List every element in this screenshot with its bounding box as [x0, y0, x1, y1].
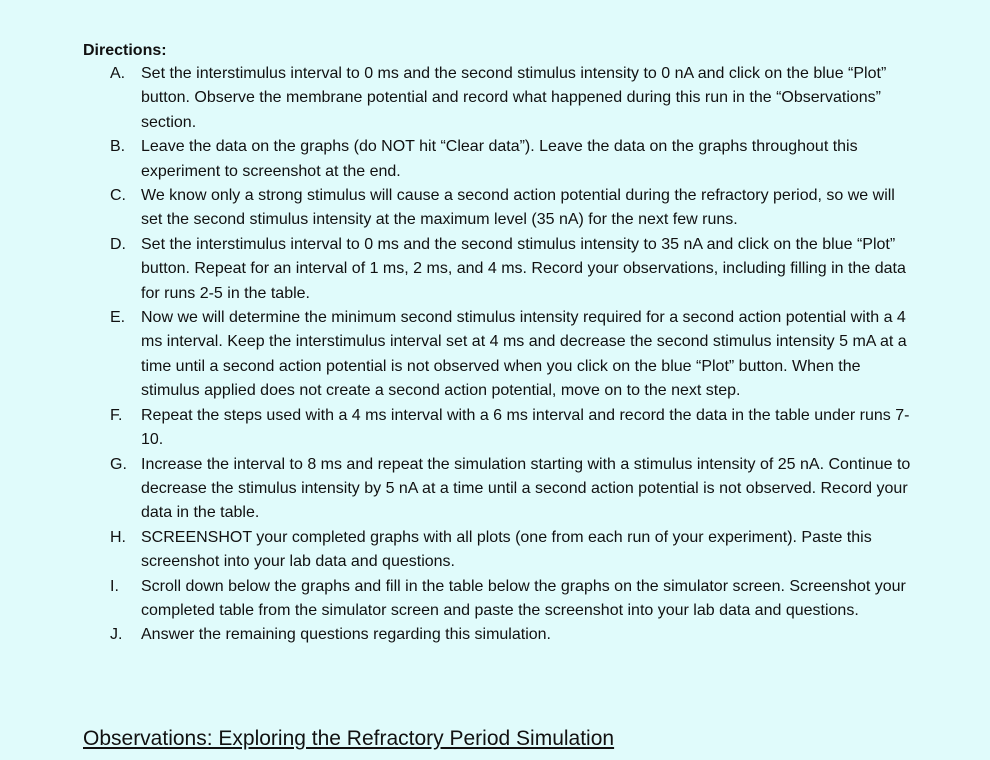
observations-title: Observations: Exploring the Refractory Period Simulation — [83, 727, 615, 750]
list-marker: I. — [110, 577, 119, 595]
list-item-text: Leave the data on the graphs (do NOT hit “Clear data”). Leave the data on the graphs throughout this experiment to screenshot at the end. — [141, 138, 858, 180]
list-marker: G. — [110, 455, 127, 473]
directions-list — [83, 62, 923, 648]
list-item-text: Increase the interval to 8 ms and repeat the simulation starting with a stimulus intensity of 25 nA. Continue to decrease the stimulus intensity by 5 nA at a time until a second action potential is not observed. Record your data in the table. — [141, 455, 911, 522]
list-marker: F. — [110, 406, 123, 424]
list-item — [83, 184, 923, 233]
list-item — [83, 306, 923, 404]
list-item — [83, 62, 923, 135]
list-item-text: We know only a strong stimulus will cause a second action potential during the refractory period, so we will set the second stimulus intensity at the maximum level (35 nA) for the next few runs. — [141, 187, 895, 229]
list-marker: H. — [110, 528, 126, 546]
list-item — [83, 404, 923, 453]
list-item — [83, 135, 923, 184]
directions-heading: Directions: — [83, 42, 167, 59]
list-item — [83, 233, 923, 306]
list-item-text: Now we will determine the minimum second stimulus intensity required for a second action potential with a 4 ms interval. Keep the interstimulus interval set at 4 ms and decrease the second stimulus intensity 5 mA at a time until a second action potential is not observed when you click on the blue “Plot” button. When the stimulus applied does not create a second action potential, move on to the next step. — [141, 309, 907, 400]
list-item — [83, 623, 923, 647]
list-marker: E. — [110, 309, 126, 327]
directions-section — [83, 40, 923, 648]
list-item-text: SCREENSHOT your completed graphs with all plots (one from each run of your experiment). Paste this screenshot into your lab data and questions. — [141, 528, 872, 571]
list-item — [83, 575, 923, 624]
list-marker: J. — [110, 626, 123, 644]
list-item-text: Set the interstimulus interval to 0 ms and the second stimulus intensity to 35 nA and click on the blue “Plot” button. Repeat for an interval of 1 ms, 2 ms, and 4 ms. Record your observations, including filling in the data for runs 2-5 in the table. — [141, 235, 906, 302]
list-item — [83, 526, 923, 575]
list-item-text: Scroll down below the graphs and fill in the table below the graphs on the simulator screen. Screenshot your completed table from the simulator screen and paste the screenshot into your lab data and questions. — [141, 577, 906, 619]
list-marker: A. — [110, 65, 126, 82]
list-marker: C. — [110, 187, 126, 205]
list-marker: B. — [110, 138, 126, 156]
list-item-text: Answer the remaining questions regarding this simulation. — [141, 626, 551, 644]
list-item — [83, 453, 923, 526]
list-marker: D. — [110, 235, 126, 253]
list-item-text: Set the interstimulus interval to 0 ms and the second stimulus intensity to 0 nA and click on the blue “Plot” button. Observe the membrane potential and record what happened during this run in the “Observations” section. — [141, 65, 887, 131]
list-item-text: Repeat the steps used with a 4 ms interval with a 6 ms interval and record the data in the table under runs 7-10. — [141, 406, 910, 449]
